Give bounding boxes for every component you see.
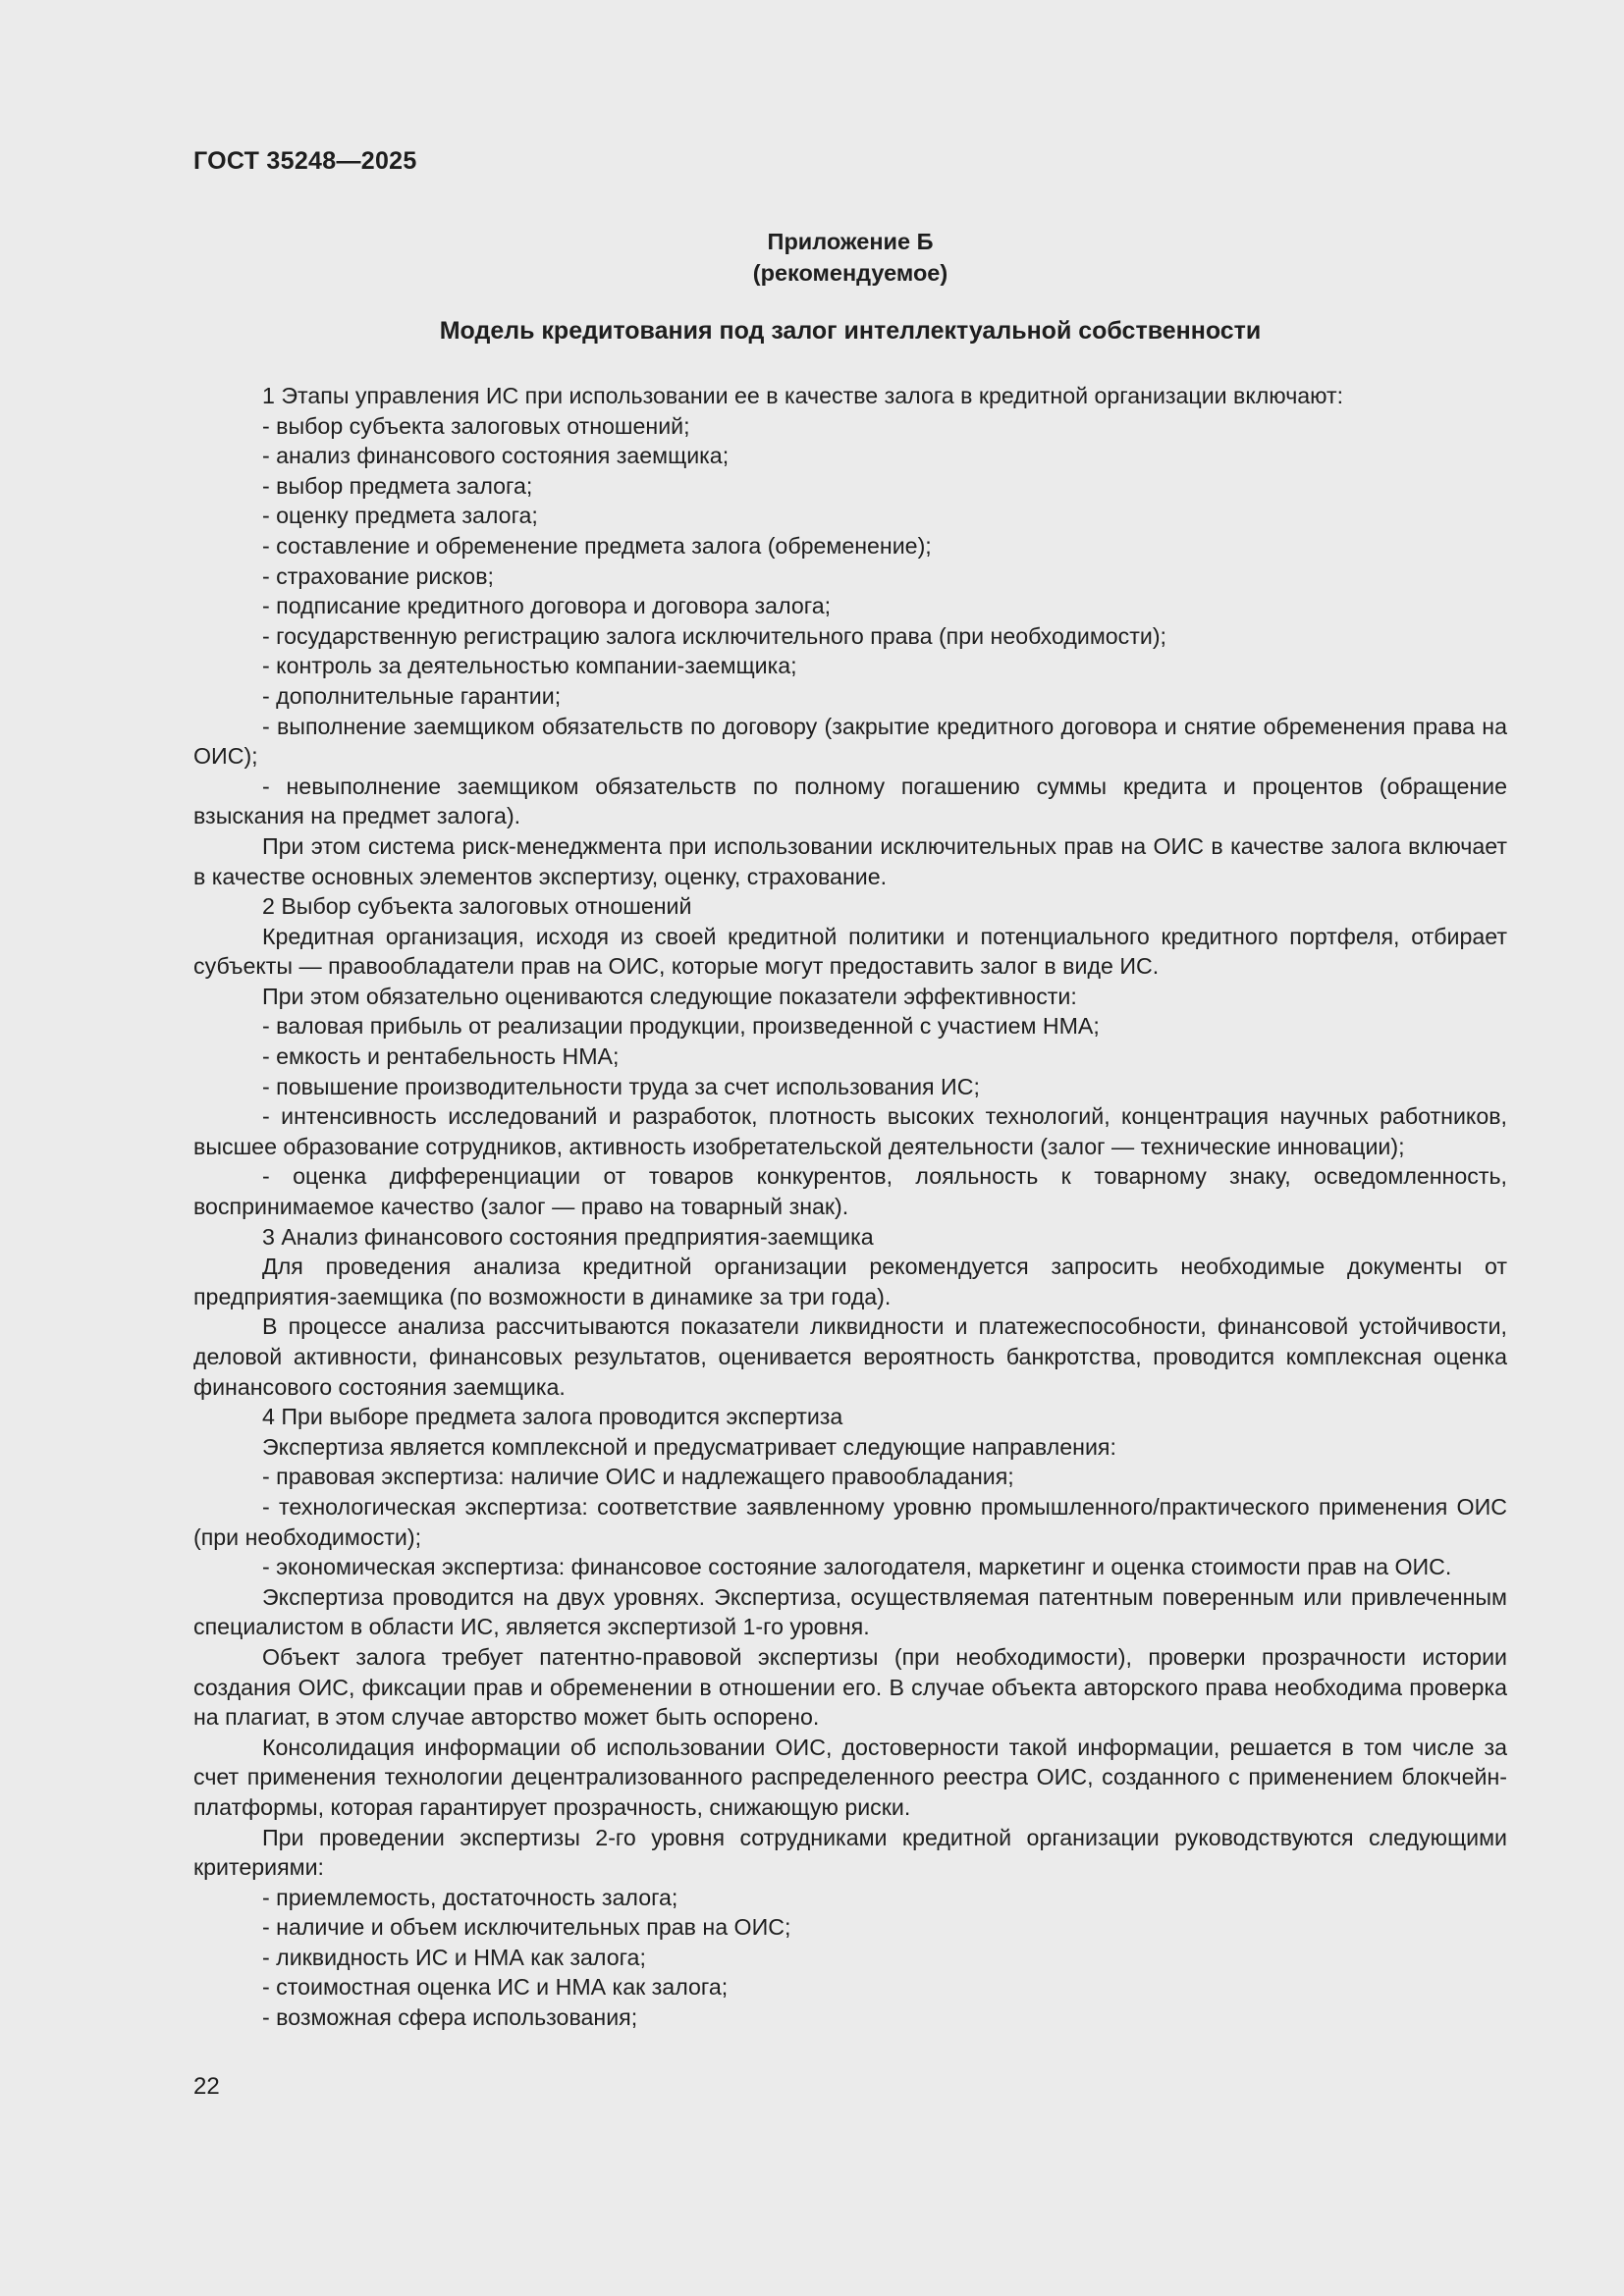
paragraph: Кредитная организация, исходя из своей кредитной политики и потенциального кредитного портфеля, отбирает субъекты — правообладатели прав на ОИС, которые могут предоставить залог в виде ИС. <box>193 923 1507 980</box>
list-item: - возможная сфера использования; <box>262 2004 638 2031</box>
paragraph: 1 Этапы управления ИС при использовании ее в качестве залога в кредитной организации включают: <box>262 383 1344 408</box>
list-item: - наличие и объем исключительных прав на ОИС; <box>262 1914 791 1941</box>
paragraph: Экспертиза является комплексной и предусматривает следующие направления: <box>262 1433 1116 1460</box>
paragraph: 4 При выборе предмета залога проводится экспертиза <box>262 1404 843 1430</box>
paragraph: Для проведения анализа кредитной организации рекомендуется запросить необходимые документы от предприятия-заемщика (по возможности в динамике за три года). <box>193 1254 1507 1309</box>
list-item: - валовая прибыль от реализации продукции, произведенной с участием НМА; <box>262 1013 1100 1040</box>
list-item: - выполнение заемщиком обязательств по договору (закрытие кредитного договора и снятие обременения права на ОИС); <box>193 713 1507 770</box>
list-item: - приемлемость, достаточность залога; <box>262 1884 678 1910</box>
list-item: - технологическая экспертиза: соответствие заявленному уровню промышленного/практического применения ОИС (при необходимости); <box>193 1493 1507 1550</box>
appendix-status: (рекомендуемое) <box>752 260 948 286</box>
paragraph: При этом обязательно оцениваются следующие показатели эффективности: <box>262 983 1077 1009</box>
document-title: Модель кредитования под залог интеллектуальной собственности <box>439 317 1262 345</box>
list-item: - невыполнение заемщиком обязательств по полному погашению суммы кредита и процентов (обращение взыскания на предмет залога). <box>193 773 1507 829</box>
list-item: - интенсивность исследований и разработок, плотность высоких технологий, концентрация научных работников, высшее образование сотрудников, активность изобретательской деятельности (залог — технические инновации); <box>193 1103 1507 1159</box>
paragraph: 2 Выбор субъекта залоговых отношений <box>262 893 692 920</box>
paragraph: Консолидация информации об использовании ОИС, достоверности такой информации, решается в том числе за счет применения технологии децентрализованного распределенного реестра ОИС, созданного с применением блокчейн-платформы, которая гарантирует прозрачность, снижающую риски. <box>193 1734 1507 1820</box>
list-item: - дополнительные гарантии; <box>262 682 562 709</box>
paragraph: При этом система риск-менеджмента при использовании исключительных прав на ОИС в качестве залога включает в качестве основных элементов экспертизу, оценку, страхование. <box>193 832 1507 889</box>
appendix-title: Приложение Б <box>767 229 934 254</box>
paragraph: Объект залога требует патентно-правовой экспертизы (при необходимости), проверки прозрачности истории создания ОИС, фиксации прав и обременении в отношении его. В случае объекта авторского права необходима проверка на плагиат, в этом случае авторство может быть оспорено. <box>193 1643 1507 1731</box>
list-item: - оценка дифференциации от товаров конкурентов, лояльность к товарному знаку, осведомленность, воспринимаемое качество (залог — право на товарный знак). <box>193 1163 1507 1220</box>
paragraph: В процессе анализа рассчитываются показатели ликвидности и платежеспособности, финансовой устойчивости, деловой активности, финансовых результатов, оценивается вероятность банкротства, проводится комплексная оценка финансового состояния заемщика. <box>193 1313 1507 1400</box>
list-item: - стоимостная оценка ИС и НМА как залога; <box>262 1974 729 2001</box>
list-item: - контроль за деятельностью компании-заемщика; <box>262 653 797 679</box>
list-item: - правовая экспертиза: наличие ОИС и надлежащего правообладания; <box>262 1464 1014 1490</box>
appendix-heading <box>193 226 1507 289</box>
list-item: - анализ финансового состояния заемщика; <box>262 443 730 469</box>
list-item: - подписание кредитного договора и договора залога; <box>262 593 832 619</box>
list-item: - страхование рисков; <box>262 562 494 589</box>
list-item: - ликвидность ИС и НМА как залога; <box>262 1944 646 1970</box>
paragraph: 3 Анализ финансового состояния предприятия-заемщика <box>262 1223 874 1250</box>
list-item: - выбор субъекта залоговых отношений; <box>262 412 690 439</box>
page-number: 22 <box>193 2073 220 2100</box>
list-item: - составление и обременение предмета залога (обременение); <box>262 532 932 559</box>
list-item: - государственную регистрацию залога исключительного права (при необходимости); <box>262 622 1166 649</box>
list-item: - выбор предмета залога; <box>262 472 533 499</box>
paragraph: Экспертиза проводится на двух уровнях. Экспертиза, осуществляемая патентным поверенным или привлеченным специалистом в области ИС, является экспертизой 1-го уровня. <box>193 1583 1507 1640</box>
list-item: - экономическая экспертиза: финансовое состояние залогодателя, маркетинг и оценка стоимости прав на ОИС. <box>262 1554 1452 1580</box>
standard-code: ГОСТ 35248—2025 <box>193 147 417 175</box>
list-item: - повышение производительности труда за счет использования ИС; <box>262 1073 980 1099</box>
list-item: - емкость и рентабельность НМА; <box>262 1043 620 1070</box>
list-item: - оценку предмета залога; <box>262 503 538 529</box>
paragraph: При проведении экспертизы 2-го уровня сотрудниками кредитной организации руководствуются следующими критериями: <box>193 1824 1507 1881</box>
document-body <box>193 381 1507 2033</box>
